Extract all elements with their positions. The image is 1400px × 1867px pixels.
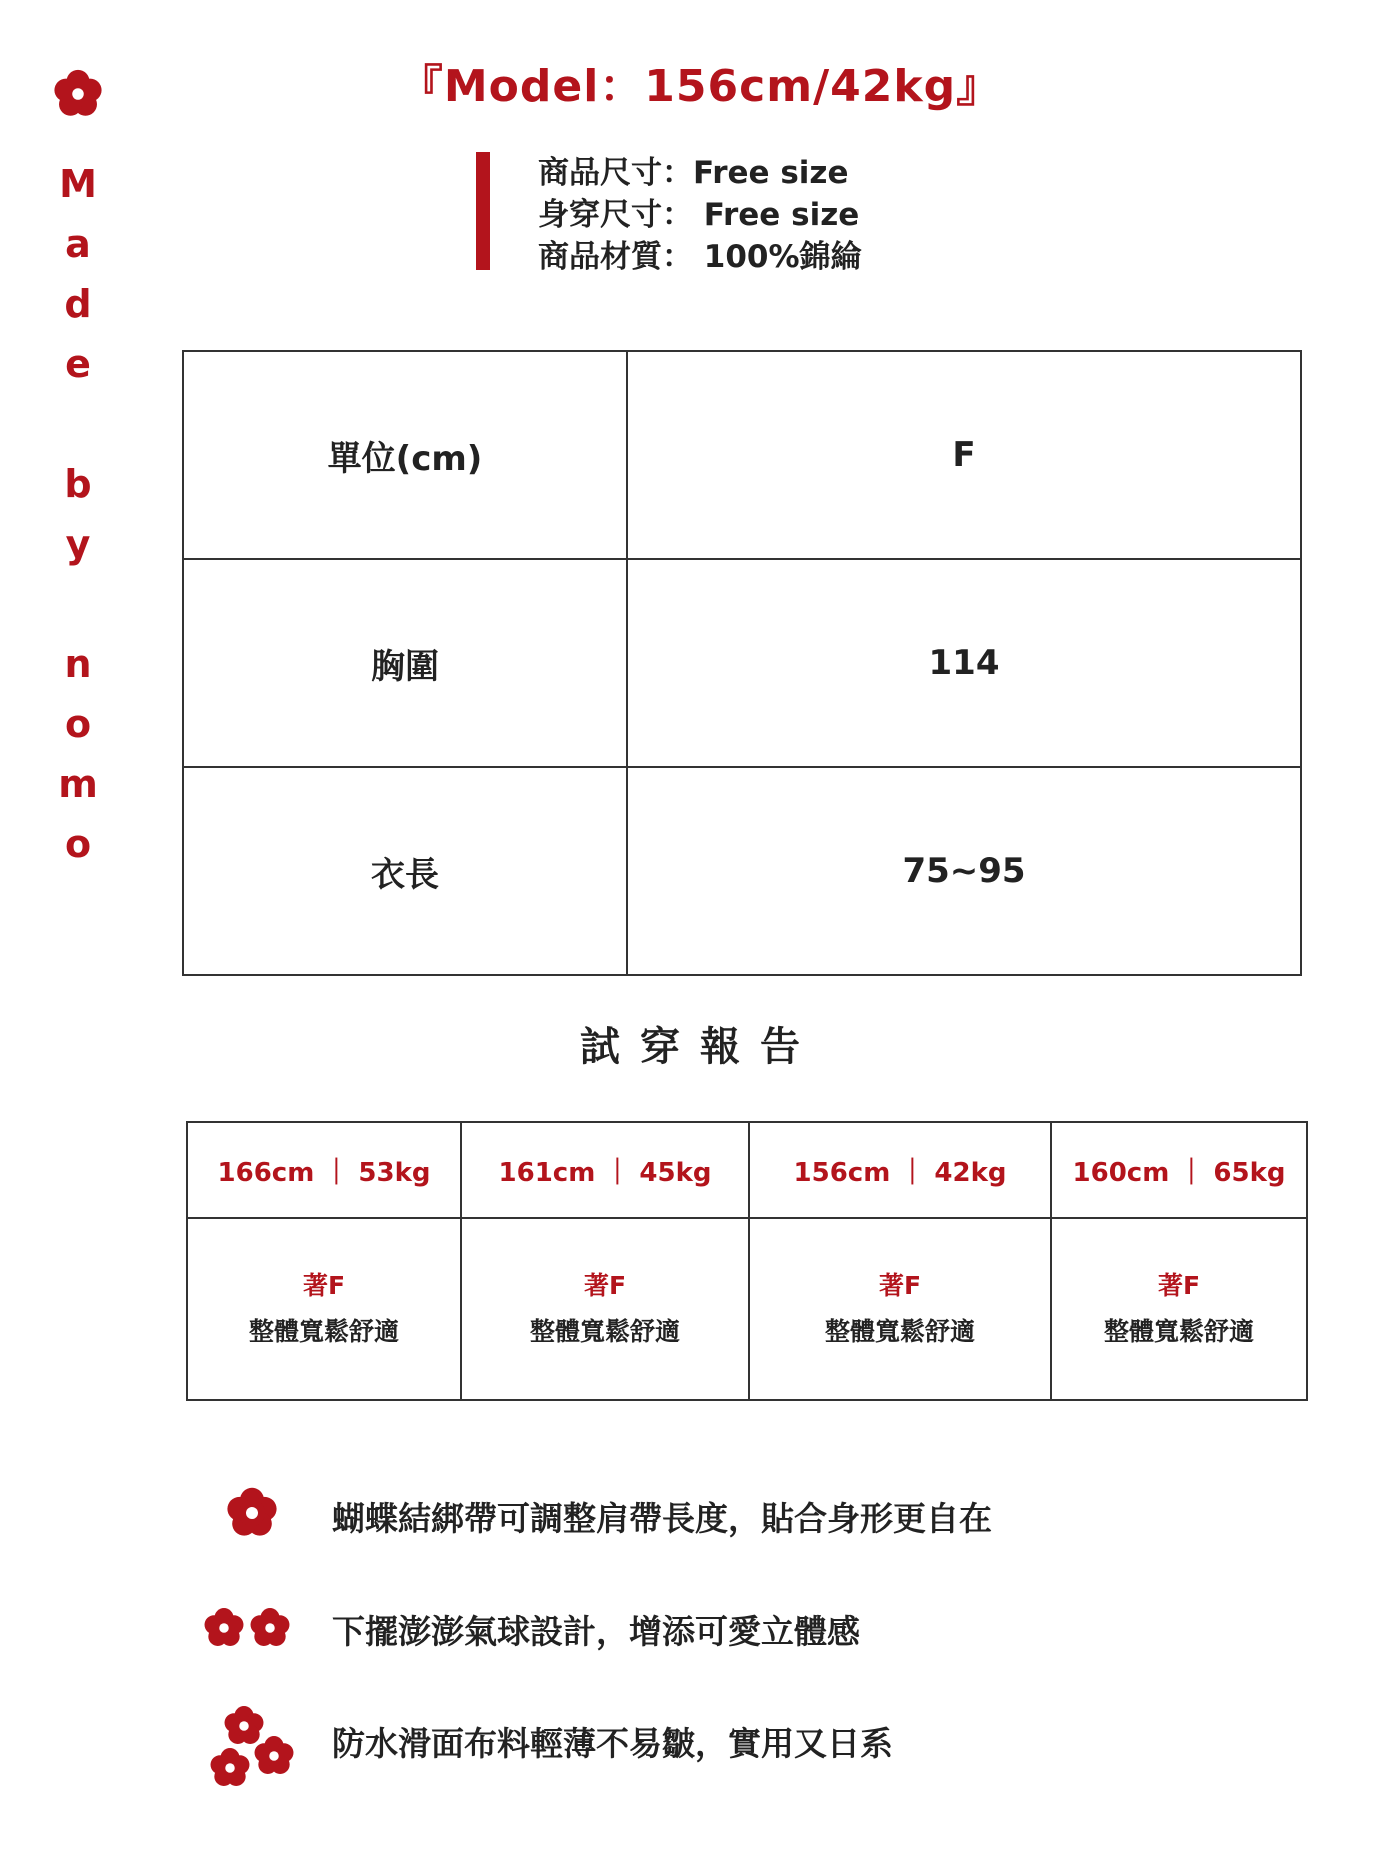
fit-note: 整體寬鬆舒適 bbox=[529, 1317, 680, 1346]
table-row bbox=[183, 351, 1301, 559]
brand-letter: d bbox=[64, 282, 92, 326]
fit-note: 整體寬鬆舒適 bbox=[1103, 1317, 1254, 1346]
brand-letter: b bbox=[64, 462, 92, 506]
fit-cell bbox=[1051, 1218, 1307, 1400]
fit-cell bbox=[461, 1218, 749, 1400]
size-value-unit: F bbox=[627, 351, 1301, 559]
brand-letter: o bbox=[64, 822, 92, 866]
side-brand bbox=[48, 66, 108, 874]
fit-size: 著F bbox=[878, 1271, 922, 1300]
feature-text: 下擺澎澎氣球設計，增添可愛立體感 bbox=[332, 1612, 860, 1651]
brand-letters bbox=[48, 154, 108, 874]
fit-header: 160cm ｜ 65kg bbox=[1051, 1122, 1307, 1218]
feature-text: 蝴蝶結綁帶可調整肩帶長度，貼合身形更自在 bbox=[332, 1499, 992, 1538]
fit-size: 著F bbox=[302, 1271, 346, 1300]
brand-letter: y bbox=[65, 522, 91, 566]
spec-material: 商品材質： 100%錦綸 bbox=[538, 239, 862, 275]
brand-letter: a bbox=[65, 222, 91, 266]
single-flower-icon bbox=[200, 1475, 310, 1565]
double-flower-icon bbox=[200, 1588, 310, 1678]
table-row bbox=[183, 559, 1301, 767]
fit-header: 166cm ｜ 53kg bbox=[187, 1122, 461, 1218]
table-row bbox=[187, 1218, 1307, 1400]
fit-cell bbox=[187, 1218, 461, 1400]
brand-letter: o bbox=[64, 702, 92, 746]
brand-letter: M bbox=[59, 162, 97, 206]
brand-letter: n bbox=[64, 642, 92, 686]
feature-item bbox=[200, 1588, 1300, 1668]
fit-size: 著F bbox=[1157, 1271, 1201, 1300]
fit-note: 整體寬鬆舒適 bbox=[248, 1317, 399, 1346]
spec-accent-bar bbox=[476, 152, 490, 270]
fit-report-table bbox=[186, 1121, 1308, 1401]
size-value-length: 75~95 bbox=[627, 767, 1301, 975]
brand-letter: e bbox=[65, 342, 91, 386]
brand-gap bbox=[48, 574, 108, 634]
size-label-length: 衣長 bbox=[183, 767, 627, 975]
size-table bbox=[182, 350, 1302, 976]
size-label-chest: 胸圍 bbox=[183, 559, 627, 767]
size-label-unit: 單位(cm) bbox=[183, 351, 627, 559]
triple-flower-icon bbox=[200, 1700, 310, 1790]
fit-cell bbox=[749, 1218, 1051, 1400]
fit-header: 161cm ｜ 45kg bbox=[461, 1122, 749, 1218]
spec-product-size: 商品尺寸：Free size bbox=[538, 155, 849, 191]
size-value-chest: 114 bbox=[627, 559, 1301, 767]
fit-header: 156cm ｜ 42kg bbox=[749, 1122, 1051, 1218]
feature-item bbox=[200, 1475, 1300, 1555]
fit-note: 整體寬鬆舒適 bbox=[824, 1317, 975, 1346]
table-row bbox=[187, 1122, 1307, 1218]
fit-report-title: 試穿報告 bbox=[580, 1024, 820, 1070]
spec-wear-size: 身穿尺寸： Free size bbox=[538, 197, 860, 233]
fit-size: 著F bbox=[583, 1271, 627, 1300]
table-row bbox=[183, 767, 1301, 975]
brand-gap bbox=[48, 394, 108, 454]
feature-item bbox=[200, 1700, 1300, 1780]
feature-text: 防水滑面布料輕薄不易皺，實用又日系 bbox=[332, 1724, 893, 1763]
brand-letter: m bbox=[58, 762, 98, 806]
model-title: 『Model：156cm/42kg』 bbox=[398, 61, 1002, 112]
